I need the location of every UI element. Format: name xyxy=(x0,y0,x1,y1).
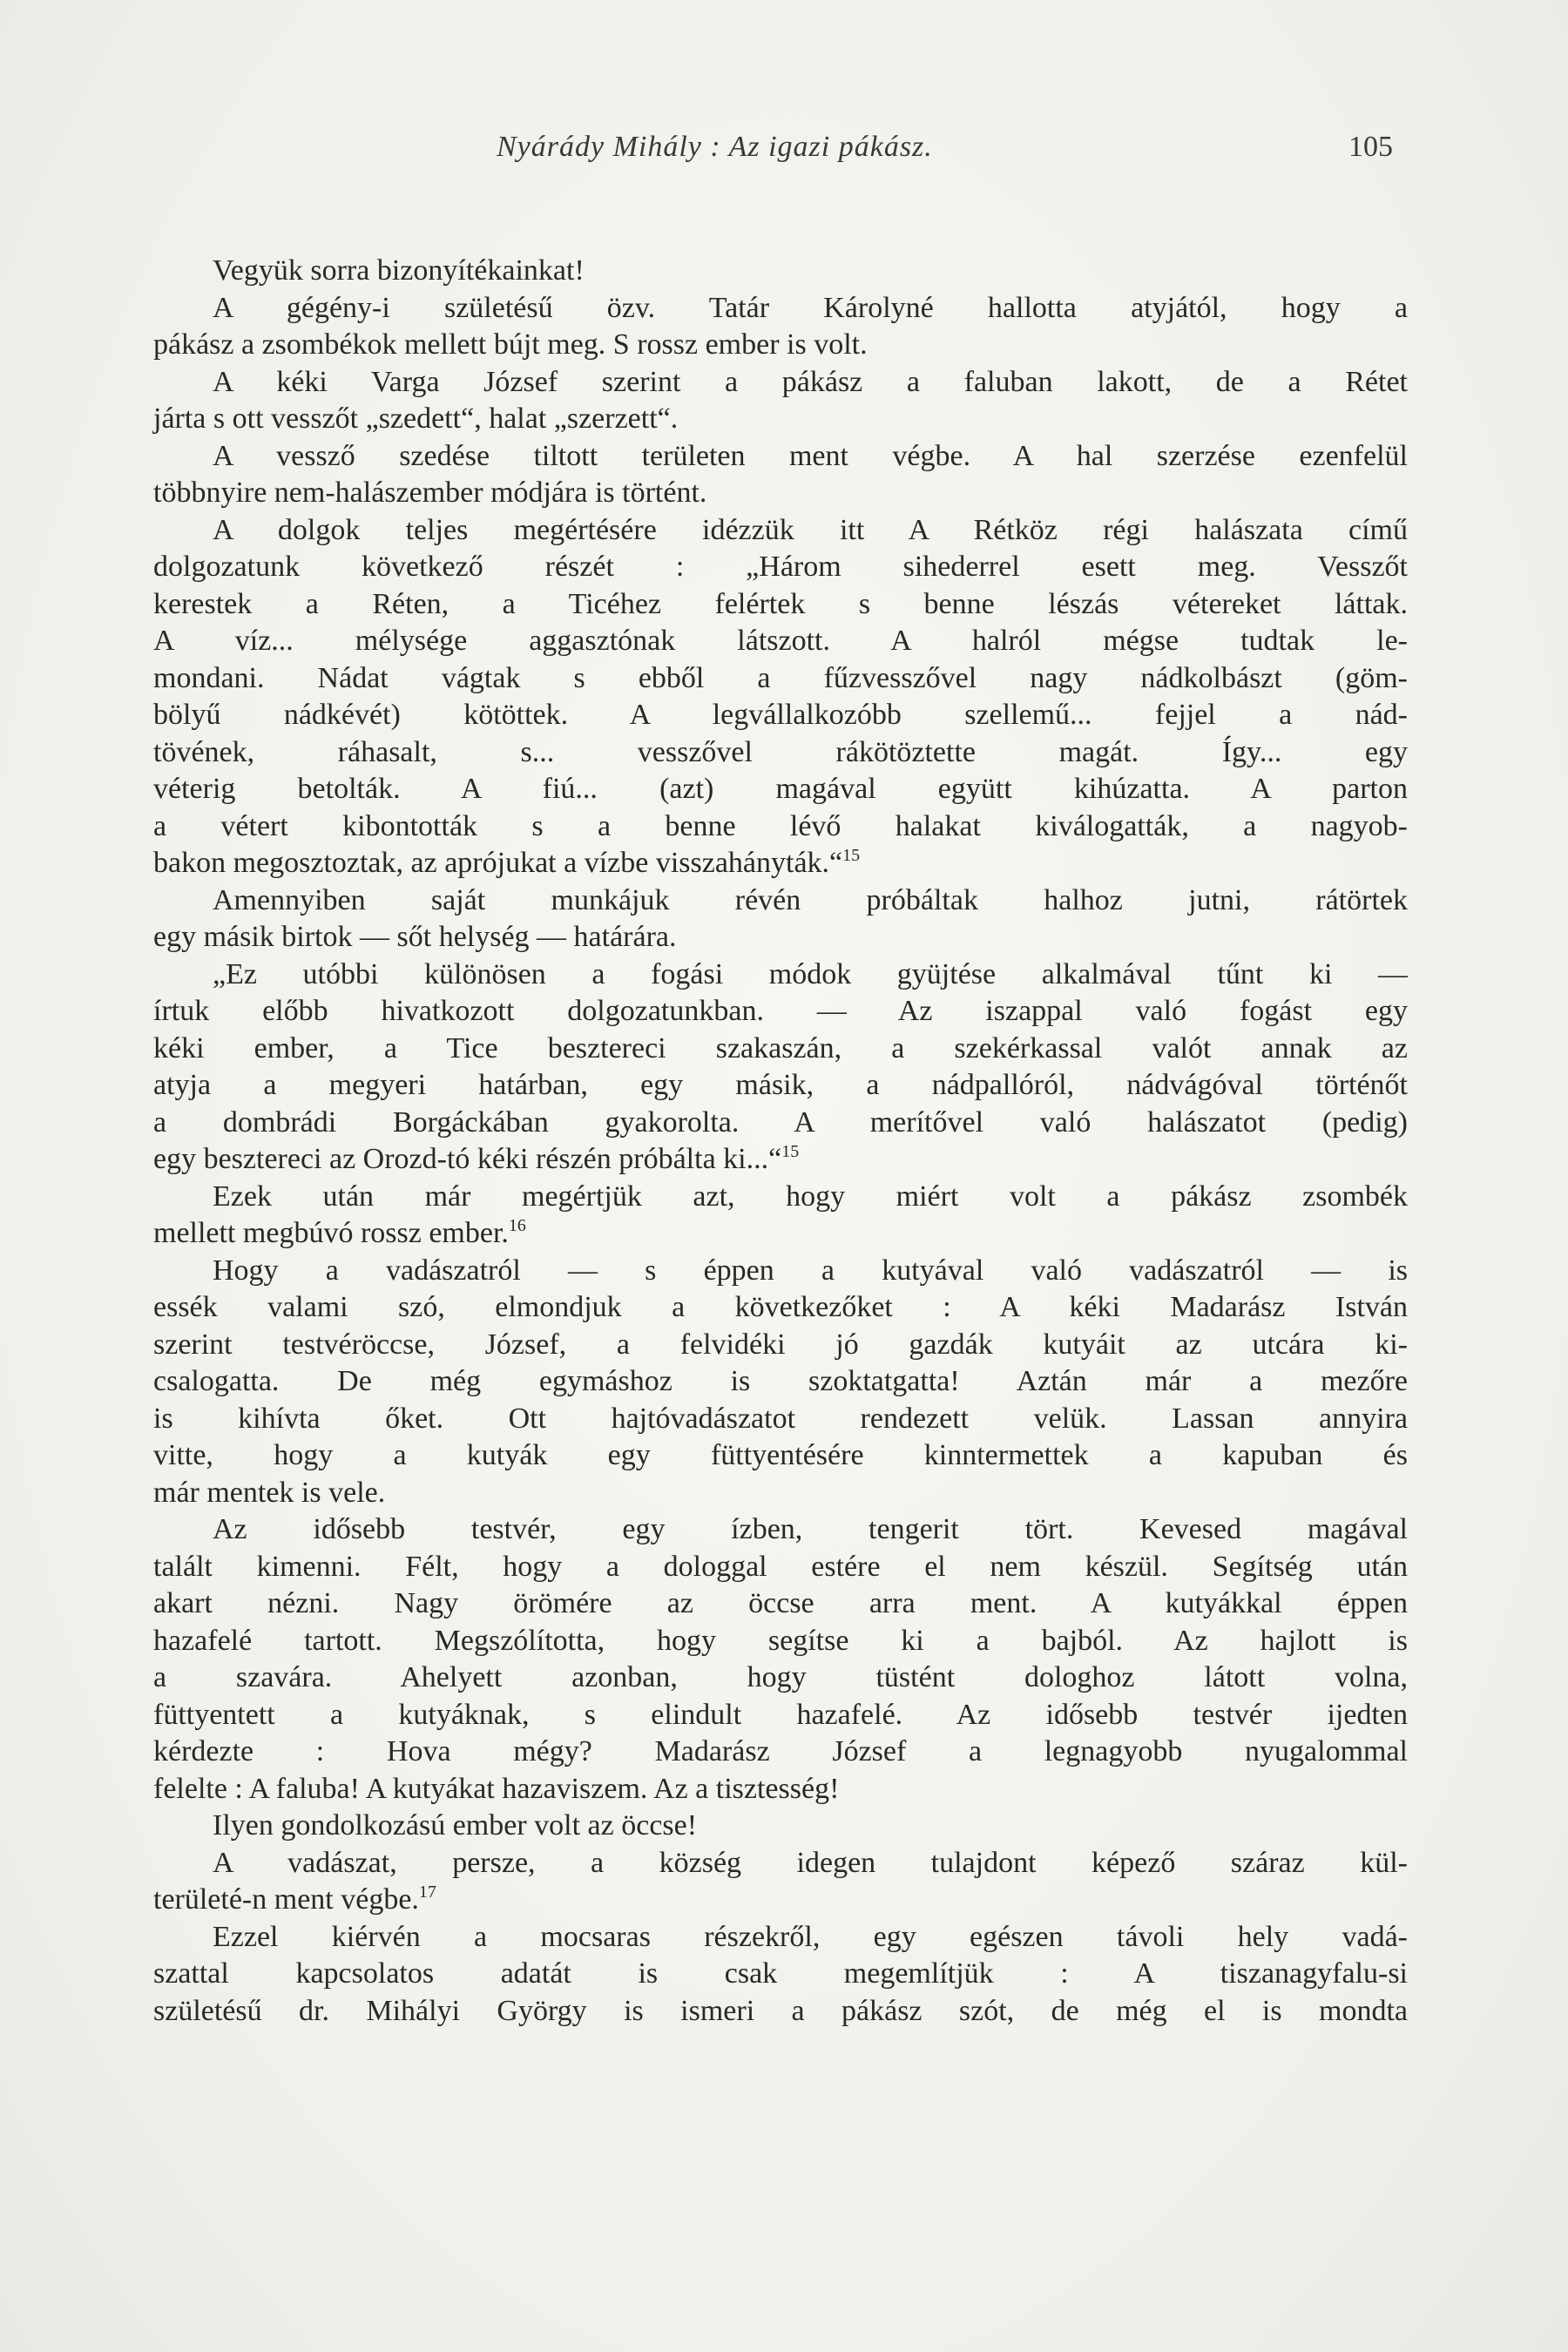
text-line: Ezek után már megértjük azt, hogy miért volt a pákász zsombék xyxy=(153,1179,1408,1213)
text-line: már mentek is vele. xyxy=(153,1476,386,1509)
text-line: A kéki Varga József szerint a pákász a faluban lakott, de a Rétet xyxy=(153,365,1408,398)
footnote-marker: 15 xyxy=(781,1142,800,1161)
text-line: mondani. Nádat vágtak s ebből a fűzvesszővel nagy nádkolbászt (göm- xyxy=(153,661,1408,694)
text-line: Amennyiben saját munkájuk révén próbáltak halhoz jutni, rátörtek xyxy=(153,883,1408,916)
text-line: A vessző szedése tiltott területen ment végbe. A hal szerzése ezenfelül xyxy=(153,439,1408,472)
text-line: szerint testvéröccse, József, a felvidéki jó gazdák kutyáit az utcára ki- xyxy=(153,1328,1408,1361)
running-title: Nyárády Mihály : Az igazi pákász. xyxy=(497,131,933,163)
text-line: essék valami szó, elmondjuk a következőket : A kéki Madarász István xyxy=(153,1291,1408,1323)
text-line: Az idősebb testvér, egy ízben, tengerit tört. Kevesed magával xyxy=(153,1513,1408,1545)
text-line: bakon megosztoztak, az aprójukat a vízbe visszahányták.“$^{15}$ xyxy=(153,846,861,879)
text-line: mellett megbúvó rossz ember.$^{16}$ xyxy=(153,1216,526,1249)
text-line: is kihívta őket. Ott hajtóvadászatot rendezett velük. Lassan annyira xyxy=(153,1402,1408,1435)
text-line: születésű dr. Mihályi György is ismeri a pákász szót, de még el is mondta xyxy=(153,1994,1408,2027)
text-line: bölyű nádkévét) kötöttek. A legvállalkozóbb szellemű... fejjel a nád- xyxy=(153,699,1408,731)
running-head xyxy=(0,131,1568,174)
text-line: vitte, hogy a kutyák egy füttyentésére kinntermettek a kapuban és xyxy=(153,1439,1408,1471)
text-line: a szavára. Ahelyett azonban, hogy tüstént dologhoz látott volna, xyxy=(153,1661,1408,1693)
text-line: kerestek a Réten, a Ticéhez felértek s benne lészás vétereket láttak. xyxy=(153,587,1408,620)
footnote-marker: 17 xyxy=(418,1882,436,1902)
text-line: felelte : A faluba! A kutyákat hazaviszem. Az a tisztesség! xyxy=(153,1772,840,1805)
text-line: Ezzel kiérvén a mocsaras részekről, egy egészen távoli hely vadá- xyxy=(153,1920,1408,1953)
text-line: írtuk előbb hivatkozott dolgozatunkban. — Az iszappal való fogást egy xyxy=(153,995,1408,1027)
text-line: egy beszterеci az Orozd-tó kéki részén próbálta ki...“$^{15}$ xyxy=(153,1142,800,1175)
text-line: atyja a megyeri határban, egy másik, a nádpallóról, nádvágóval történőt xyxy=(153,1069,1408,1101)
page-number: 105 xyxy=(1348,131,1393,163)
text-line: csalogatta. De még egymáshoz is szoktatgatta! Aztán már a mezőre xyxy=(153,1365,1408,1397)
text-line: talált kimenni. Félt, hogy a dologgal estére el nem készül. Segítség után xyxy=(153,1550,1408,1583)
text-line: A víz... mélysége aggasztónak látszott. A halról mégse tudtak le- xyxy=(153,625,1408,657)
body-text xyxy=(153,253,1408,2030)
text-line: többnyire nem-halászember módjára is történt. xyxy=(153,476,707,509)
text-line: Vegyük sorra bizonyítékainkat! xyxy=(153,254,585,287)
text-line: a dombrádi Borgáckában gyakorolta. A merítővel való halászatot (pedig) xyxy=(153,1105,1408,1139)
text-line: járta s ott vesszőt „szedett“, halat „szerzett“. xyxy=(153,402,679,435)
text-line: A dolgok teljes megértésére idézzük itt A Rétköz régi halászata című xyxy=(153,513,1408,546)
text-line: A vadászat, persze, a község idegen tulajdont képező száraz kül- xyxy=(153,1846,1408,1879)
text-line: véterig betolták. A fiú... (azt) magával együtt kihúzatta. A parton xyxy=(153,773,1408,805)
text-line: kéki ember, a Tice beszterеci szakaszán, a szekérkassal valót annak az xyxy=(153,1031,1408,1064)
text-line: tövének, ráhasalt, s... vesszővel rákötöztette magát. Így... egy xyxy=(153,735,1408,768)
text-line: füttyentett a kutyáknak, s elindult hazafelé. Az idősebb testvér ijedten xyxy=(153,1698,1408,1731)
text-line: hazafelé tartott. Megszólította, hogy segítse ki a bajból. Az hajlott is xyxy=(153,1624,1408,1657)
text-line: „Ez utóbbi különösen a fogási módok gyüjtése alkalmával tűnt ki — xyxy=(153,957,1408,990)
text-line: Hogy a vadászatról — s éppen a kutyával való vadászatról — is xyxy=(153,1254,1408,1287)
text-line: területé-n ment végbe.$^{17}$ xyxy=(153,1882,436,1916)
footnote-marker: 16 xyxy=(508,1216,526,1235)
text-line: kérdezte : Hova mégy? Madarász József a legnagyobb nyugalommal xyxy=(153,1735,1408,1767)
text-line: akart nézni. Nagy örömére az öccse arra ment. A kutyákkal éppen xyxy=(153,1587,1408,1619)
text-line: A gégény-i születésű özv. Tatár Károlyné hallotta atyjától, hogy a xyxy=(153,291,1408,324)
text-line: dolgozatunk következő részét : „Három sihederrel esett meg. Vesszőt xyxy=(153,551,1408,583)
text-line: egy másik birtok — sőt helység — határára. xyxy=(153,921,677,953)
footnote-marker: 15 xyxy=(842,846,861,865)
text-line: pákász a zsombékok mellett bújt meg. S rossz ember is volt. xyxy=(153,328,868,361)
text-line: szattal kapcsolatos adatát is csak megemlítjük : A tiszanagyfalu-si xyxy=(153,1957,1408,1990)
text-line: Ilyen gondolkozású ember volt az öccse! xyxy=(153,1809,698,1842)
text-line: a vétert kibontották s a benne lévő halakat kiválogatták, a nagyob- xyxy=(153,809,1408,842)
